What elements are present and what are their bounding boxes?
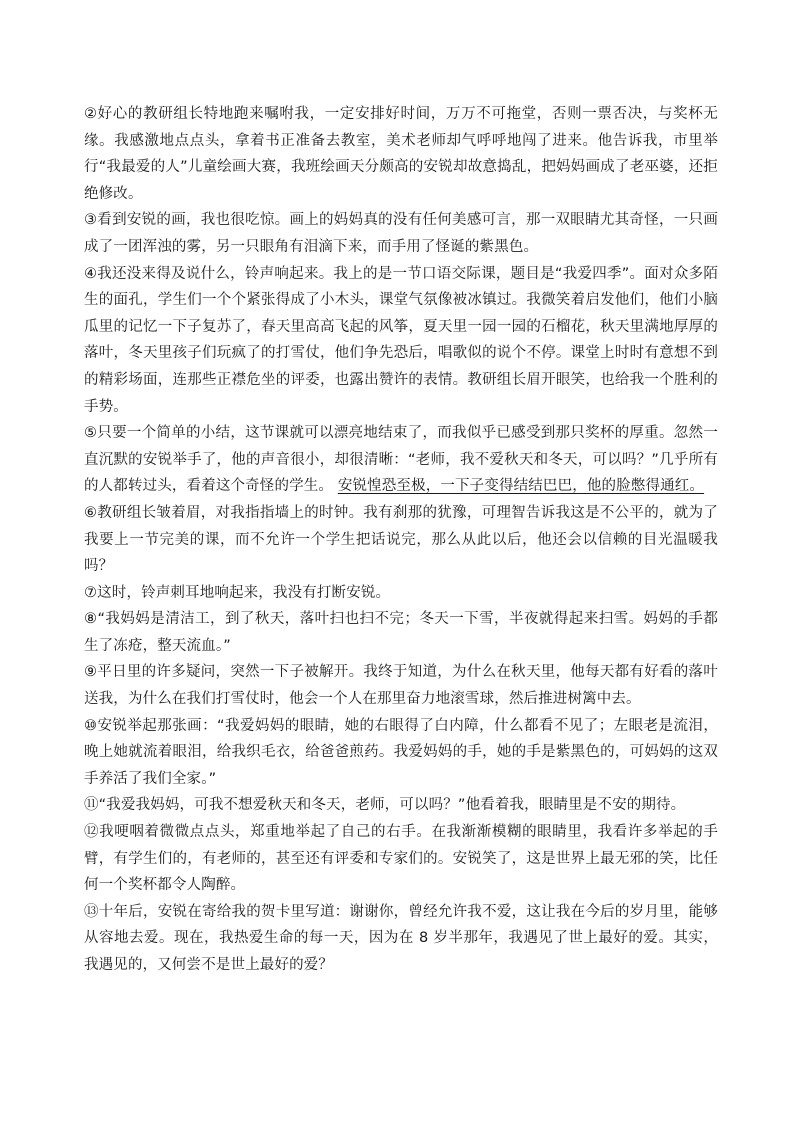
underlined-sentence: 安锐惶恐至极，一下子变得结结巴巴，他的脸憋得通红。: [337, 478, 705, 495]
paragraph-5-text: ⑤只要一个简单的小结，这节课就可以漂亮地结束了，而我似乎已感受到那只奖杯的厚重。忽然一直沉默的安锐举手了，他的声音很小，却很清晰：“老师，我不爱秋天和冬天，可以吗？”几乎所有的人都转过头，看着这个奇怪的学生。: [84, 425, 718, 495]
paragraph-4: ④我还没来得及说什么，铃声响起来。我上的是一节口语交际课，题目是“我爱四季”。面对众多陌生的面孔，学生们一个个紧张得成了小木头，课堂气氛像被冰镇过。我微笑着启发他们，他们小脑瓜里的记忆一下子复苏了，春天里高高飞起的风筝，夏天里一园一园的石榴花，秋天里满地厚厚的落叶，冬天里孩子们玩疯了的打雪仗，他们争先恐后，唱歌似的说个不停。课堂上时时有意想不到的精彩场面，连那些正襟危坐的评委，也露出赞许的表情。教研组长眉开眼笑，也给我一个胜利的手势。: [84, 265, 718, 415]
paragraph-6: ⑥教研组长皱着眉，对我指指墙上的时钟。我有刹那的犹豫，可理智告诉我这是不公平的，就为了我要上一节完美的课，而不允许一个学生把话说完，那么从此以后，他还会以信赖的目光温暖我吗？: [84, 504, 718, 575]
article-body: [84, 101, 718, 979]
paragraph-3: ③看到安锐的画，我也很吃惊。画上的妈妈真的没有任何美感可言，那一双眼睛尤其奇怪，一只画成了一团浑浊的雾，另一只眼角有泪滴下来，而手用了怪诞的紫黑色。: [84, 212, 718, 255]
paragraph-9: ⑨平日里的许多疑问，突然一下子被解开。我终于知道，为什么在秋天里，他每天都有好看的落叶送我，为什么在我们打雪仗时，他会一个人在那里奋力地滚雪球，然后推进树篱中去。: [84, 664, 718, 708]
paragraph-7: ⑦这时，铃声刺耳地响起来，我没有打断安锐。: [84, 584, 391, 601]
paragraph-8: ⑧“我妈妈是清洁工，到了秋天，落叶扫也扫不完；冬天一下雪，半夜就得起来扫雪。妈妈的手都生了冻疮，整天流血。”: [84, 611, 718, 654]
paragraph-13: ⑬十年后，安锐在寄给我的贺卡里写道：谢谢你，曾经允许我不爱，这让我在今后的岁月里，能够从容地去爱。现在，我热爱生命的每一天，因为在 8 岁半那年，我遇见了世上最好的爱。其实，我遇见的，又何尝不是世上最好的爱？: [84, 903, 718, 973]
paragraph-5: [84, 420, 718, 500]
paragraph-10: ⑩安锐举起那张画：“我爱妈妈的眼睛，她的右眼得了白内障，什么都看不见了；左眼老是流泪，晚上她就流着眼泪，给我织毛衣，给爸爸煎药。我爱妈妈的手，她的手是紫黑色的，可妈妈的这双手养活了我们全家。”: [84, 717, 718, 787]
paragraph-12: ⑫我哽咽着微微点点头，郑重地举起了自己的右手。在我渐渐模糊的眼睛里，我看许多举起的手臂，有学生们的，有老师的，甚至还有评委和专家们的。安锐笑了，这是世界上最无邪的笑，比任何一个奖杯都令人陶醉。: [84, 824, 718, 894]
paragraph-2: ②好心的教研组长特地跑来嘱咐我，一定安排好时间，万万不可拖堂，否则一票否决，与奖杯无缘。我感激地点点头，拿着书正准备去教室，美术老师却气呼呼地闯了进来。他告诉我，市里举行“我最爱的人”儿童绘画大赛，我班绘画天分颇高的安锐却故意捣乱，把妈妈画成了老巫婆，还拒绝修改。: [84, 106, 718, 202]
paragraph-11: ⑪“我爱我妈妈，可我不想爱秋天和冬天，老师，可以吗？”他看着我，眼睛里是不安的期待。: [84, 797, 686, 814]
